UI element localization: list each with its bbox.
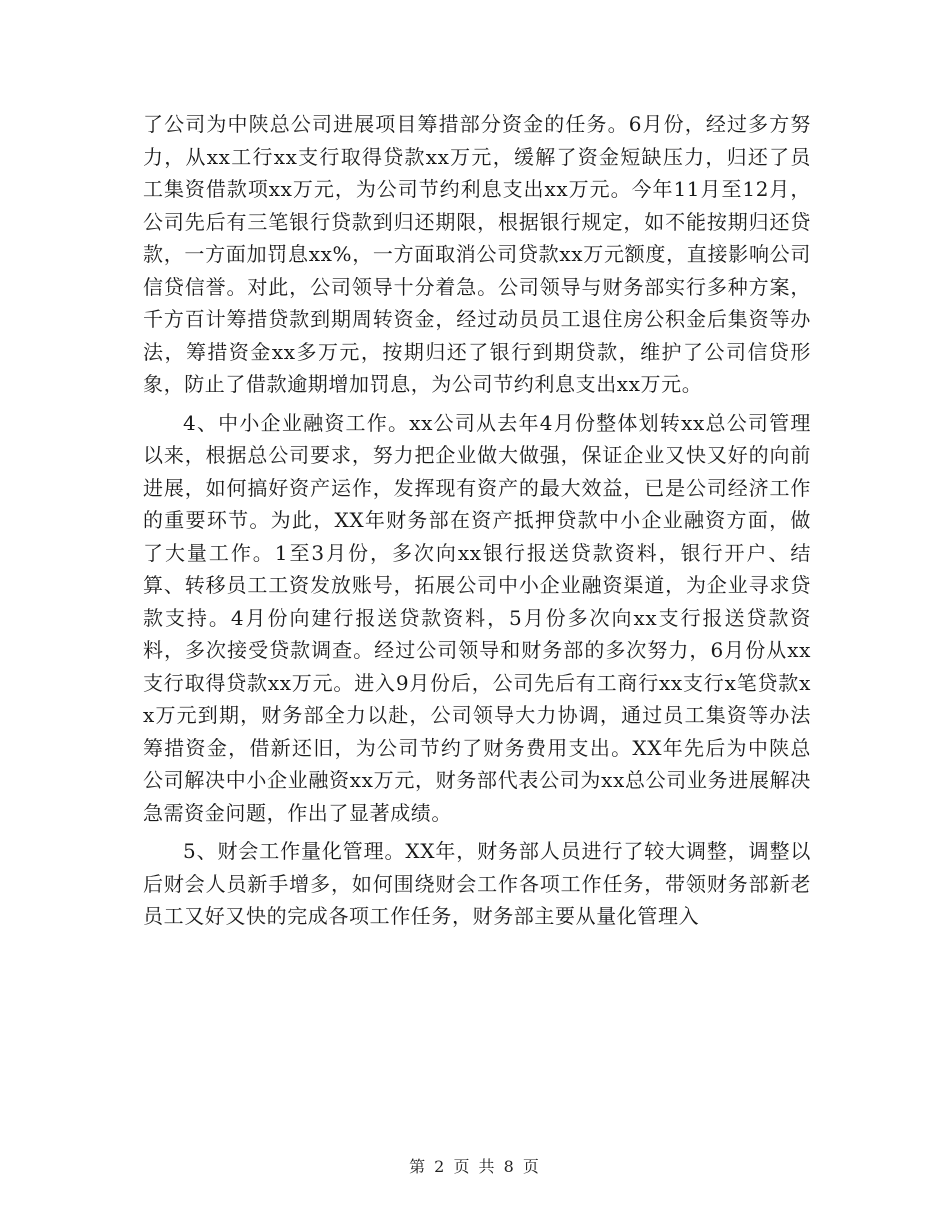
paragraph-1: 了公司为中陕总公司进展项目筹措部分资金的任务。6月份，经过多方努力，从xx工行xx支行取得贷款xx万元，缓解了资金短缺压力，归还了员工集资借款项xx万元，为公司节约利息支出xx万元。今年11月至12月，公司先后有三笔银行贷款到归还期限，根据银行规定，如不能按期归还贷款，一方面加罚息xx%，一方面取消公司贷款xx万元额度，直接影响公司信贷信誉。对此，公司领导十分着急。公司领导与财务部实行多种方案，千方百计筹措贷款到期周转资金，经过动员员工退住房公积金后集资等办法，筹措资金xx多万元，按期归还了银行到期贷款，维护了公司信贷形象，防止了借款逾期增加罚息，为公司节约利息支出xx万元。	[143, 112, 811, 396]
paragraph-3: 5、财会工作量化管理。XX年，财务部人员进行了较大调整，调整以后财会人员新手增多，如何围绕财会工作各项工作任务，带领财务部新老员工又好又快的完成各项工作任务，财务部主要从量化管理入	[143, 839, 811, 928]
page-footer: 第 2 页 共 8 页	[409, 1157, 541, 1176]
document-body	[143, 108, 811, 933]
paragraph-2: 4、中小企业融资工作。xx公司从去年4月份整体划转xx总公司管理以来，根据总公司要求，努力把企业做大做强，保证企业又快又好的向前进展，如何搞好资产运作，发挥现有资产的最大效益，已是公司经济工作的重要环节。为此，XX年财务部在资产抵押贷款中小企业融资方面，做了大量工作。1至3月份，多次向xx银行报送贷款资料，银行开户、结算、转移员工工资发放账号，拓展公司中小企业融资渠道，为企业寻求贷款支持。4月份向建行报送贷款资料，5月份多次向xx支行报送贷款资料，多次接受贷款调查。经过公司领导和财务部的多次努力，6月份从xx支行取得贷款xx万元。进入9月份后，公司先后有工商行xx支行x笔贷款xx万元到期，财务部全力以赴，公司领导大力协调，通过员工集资等办法筹措资金，借新还旧，为公司节约了财务费用支出。XX年先后为中陕总公司解决中小企业融资xx万元，财务部代表公司为xx总公司业务进展解决急需资金问题，作出了显著成绩。	[143, 410, 811, 825]
